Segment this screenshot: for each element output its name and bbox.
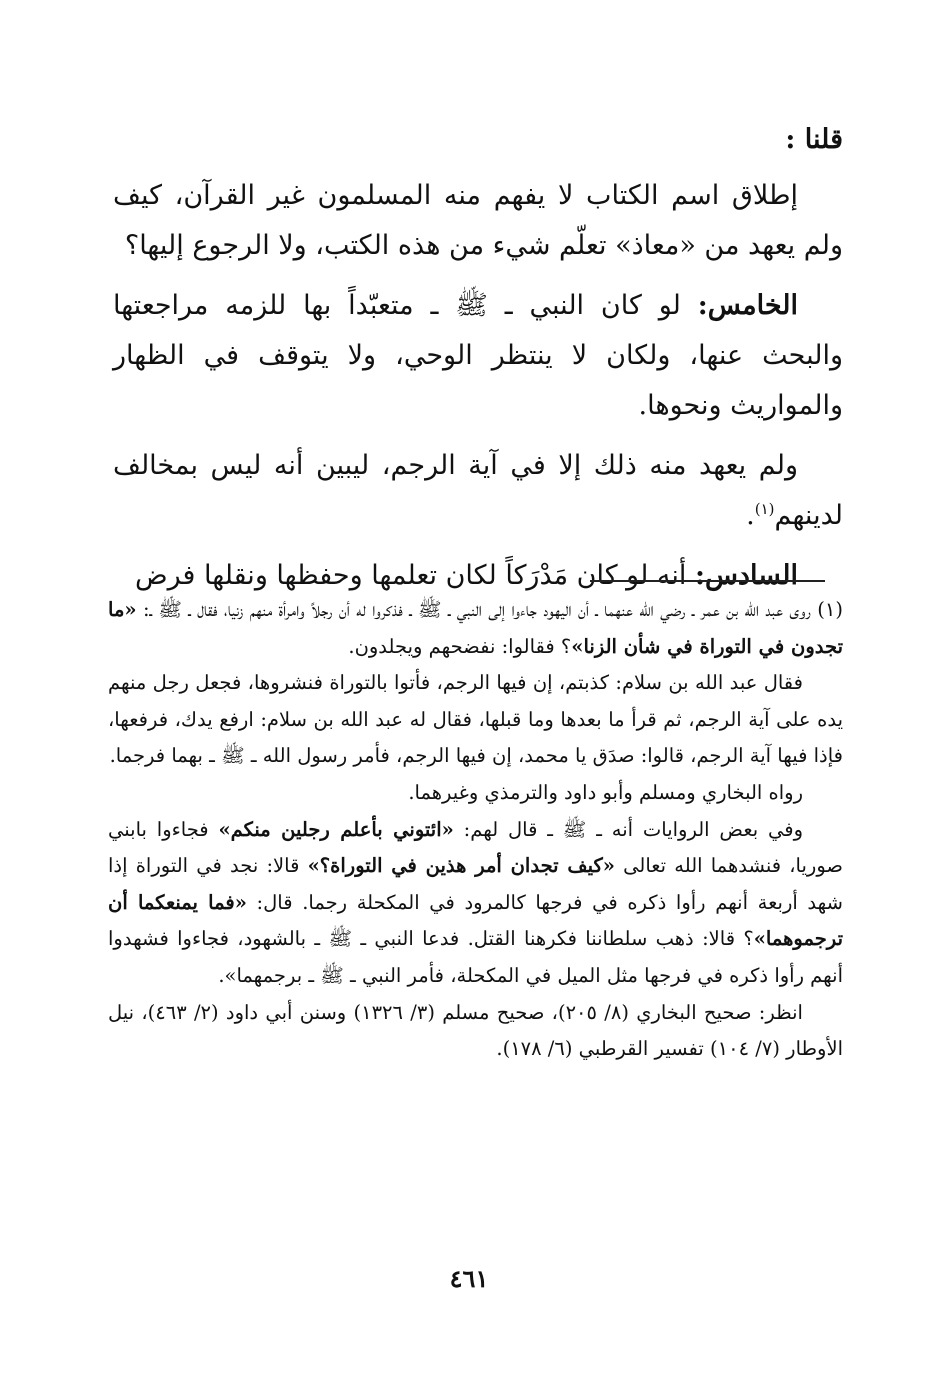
- footnote-1-p4-quote-3: «فما يمنعكما أن ترجموهما»: [108, 890, 843, 951]
- footnote-1: [108, 592, 843, 665]
- footnote-separator: [590, 580, 825, 582]
- footnote-1-text-c: ؟ فقالوا: نفضحهم ويجلدون.: [348, 634, 572, 658]
- footnote-1-para-2: فقال عبد الله بن سلام: كذبتم، إن فيها الرجم، فأتوا بالتوراة فنشروها، فجعل رجل منهم يده على آية الرجم، ثم قرأ ما بعدها وما قبلها، فقال له عبد الله بن سلام: ارفع يدك، فرفعها، فإذا فيها آية الرجم، قالوا: صدَق يا محمد، إن فيها الرجم، فأمر رسول الله ـ ﷺ ـ بهما فرجما.: [108, 671, 843, 768]
- footnote-1-p4-quote-1: «ائتوني بأعلم رجلين منكم»: [218, 817, 454, 841]
- footnotes: [108, 592, 843, 1068]
- paragraph-2-text: لو كان النبي ـ ﷺ ـ متعبّداً بها للزمه مراجعتها والبحث عنها، ولكان لا ينتظر الوحي، ولا يتوقف في الظهار والمواريث ونحوها.: [113, 290, 843, 421]
- paragraph-4-lead: السادس:: [695, 560, 798, 591]
- paragraph-3: [113, 441, 843, 541]
- paragraph-4-text: أنه لو كان مَدْرَكاً لكان تعلمها وحفظها ونقلها فرض: [135, 560, 695, 591]
- footnote-1-para-3: رواه البخاري ومسلم وأبو داود والترمذي وغيرهما.: [408, 780, 803, 804]
- paragraph-1: إطلاق اسم الكتاب لا يفهم منه المسلمون غير القرآن، كيف ولم يعهد من «معاذ» تعلّم شيء من هذه الكتب، ولا الرجوع إليها؟: [113, 180, 843, 261]
- footnote-1-p4-a: وفي بعض الروايات أنه ـ ﷺ ـ قال لهم:: [453, 817, 803, 841]
- footnote-1-references: انظر: صحيح البخاري (٨/ ٢٠٥)، صحيح مسلم (٣/ ١٣٢٦) وسنن أبي داود (٢/ ٤٦٣)، نيل الأوطار (٧/ ١٠٤) تفسير القرطبي (٦/ ١٧٨).: [108, 1000, 843, 1061]
- paragraph-3-text: ولم يعهد منه ذلك إلا في آية الرجم، ليبين أنه ليس بمخالف لدينهم: [113, 450, 843, 531]
- footnote-1-para-4: [108, 812, 843, 995]
- section-heading: قلنا :: [785, 124, 843, 155]
- paragraph-2-lead: الخامس:: [697, 290, 798, 321]
- footnote-1-p4-g: ؟ قالا: ذهب سلطاننا فكرهنا القتل. فدعا النبي ـ ﷺ ـ بالشهود، فجاءوا فشهدوا أنهم رأوا ذكره في فرجها مثل الميل في المكحلة، فأمر النبي ـ ﷺ ـ برجمهما».: [108, 927, 843, 987]
- footnote-reference: (١): [754, 500, 775, 518]
- footnote-1-quote: «ما تجدون في التوراة في شأن الزنا»: [108, 598, 843, 658]
- footnote-1-text-a: (١) روى عبد الله بن عمر ـ رضي الله عنهما ـ أن اليهود جاءوا إلى النبي ـ ﷺ ـ فذكروا له أن رجلاً وامرأة منهم زنيا، فقال ـ ﷺ ـ:: [136, 598, 843, 621]
- paragraph-3-end: .: [746, 500, 755, 531]
- paragraph-2: [113, 281, 843, 431]
- footnote-1-p4-c: فجاءوا بابني صوريا، فنشدهما الله تعالى: [108, 817, 843, 878]
- main-text: [113, 115, 843, 611]
- footnote-1-p4-e: قالا: نجد في التوراة إذا شهد أربعة أنهم رأوا ذكره في فرجها كالمرود في المكحلة رجما. قال:: [108, 854, 843, 914]
- footnote-1-p4-quote-2: «كيف تجدان أمر هذين في التوراة؟»: [307, 854, 615, 878]
- page-number: ٤٦١: [449, 1264, 489, 1293]
